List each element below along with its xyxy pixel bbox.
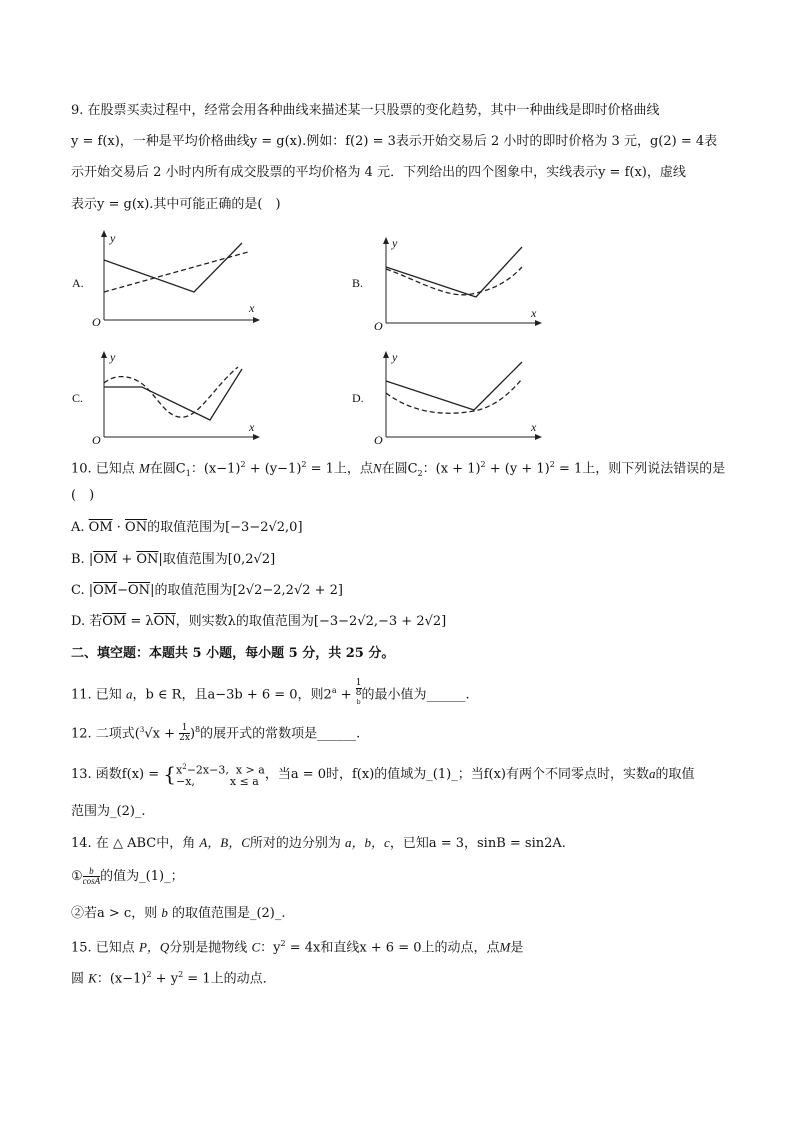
brace-icon: { (163, 762, 176, 787)
y-axis-label: y (110, 231, 116, 245)
q10-option-a: A. $\overline{OM} \cdot \overline{ON}$的取值范围为[−3−2√2,0] (71, 520, 303, 535)
option-a-label: A. (72, 276, 84, 290)
x-axis-arrow (253, 434, 260, 440)
x-axis-arrow (253, 317, 260, 323)
solid-curve-f (386, 362, 522, 410)
q12: 12. 二项式($^3$√x + $\frac{1}{2x}$ )$^8$的展开式的常数项是______. (71, 723, 361, 744)
q9-line-1: 9. 在股票买卖过程中，经常会用各种曲线来描述某一只股票的变化趋势，其中一种曲线是即时价格曲线 (71, 103, 660, 118)
q9-line-3: 示开始交易后 2 小时内所有成交股票的平均价格为 4 元．下列给出的四个图象中，实线表示y = f(x)，虚线 (71, 165, 686, 180)
y-axis-arrow (383, 237, 389, 244)
x-axis-arrow (535, 434, 542, 440)
y-axis-label: y (110, 350, 116, 364)
dashed-curve-g (386, 379, 522, 413)
q13-line-1: 13. 函数f(x) = { $x^2-2x-3$, x > a −x, x ≤ a ，当a = 0时，f(x)的值域为_(1)_；当f(x)有两个不同零点时，实数a的取值 (71, 762, 695, 788)
q14-line-1: 14. 在 △ ABC中，角 A，B，C所对的边分别为 a，b，c，已知a = 3，sinB = sin2A. (71, 835, 566, 851)
origin-label: O (374, 319, 383, 333)
dashed-curve-g (386, 267, 522, 295)
q10-option-d: D. 若$\overline{OM} = \lambda\overline{ON}$，则实数λ的取值范围为[−3−2√2,−3 + 2√2] (71, 614, 447, 629)
option-b-label: B. (352, 276, 364, 290)
origin-label: O (92, 315, 101, 329)
q9-line-4: 表示y = g(x).其中可能正确的是( ) (71, 197, 281, 212)
option-b-graph (370, 235, 550, 331)
y-axis-label: y (392, 350, 398, 364)
q15-line-1: 15. 已知点 P，Q分别是抛物线 C：$y^2 = 4x$和直线x + 6 = 0上的动点，点M是 (71, 939, 524, 956)
x-axis-label: x (531, 306, 537, 320)
option-c-graph (88, 349, 268, 445)
dashed-curve-g (104, 367, 238, 417)
q11: 11. 已知 a，b ∈ R，且a−3b + 6 = 0，则$2^a$ + 1 8 $^b$ 的最小值为______. (71, 678, 470, 706)
q15-line-2: 圆 K：$(x-1)^2 + y^2 = 1$上的动点． (71, 970, 276, 987)
q9-line-2: y = f(x)，一种是平均价格曲线y = g(x).例如：f(2) = 3表示开始交易后 2 小时的即时价格为 3 元，g(2) = 4表 (71, 134, 718, 149)
q13-line-2: 范围为_(2)_. (71, 804, 146, 819)
q10-option-c: C. $|\overline{OM}-\overline{ON}|$的取值范围为[2√2−2,2√2 + 2] (71, 583, 343, 598)
q14-line-2: ① $\frac{b}{\cos A}$ 的值为_(1)_； (71, 866, 184, 886)
solid-curve-f (104, 243, 242, 292)
origin-label: O (92, 433, 101, 447)
x-axis-label: x (249, 420, 255, 434)
section-heading-fill-in: 二、填空题：本题共 5 小题，每小题 5 分，共 25 分。 (71, 646, 395, 661)
q10-stem: 10. 已知点 M在圆$C_1$：$(x-1)^2 + (y-1)^2 = 1$上，点N在圆$C_2$：$(x + 1)^2 + (y + 1)^2 = 1$上，则下列说法错误的是 (71, 460, 726, 478)
origin-label: O (374, 433, 383, 447)
option-c-label: C. (72, 391, 84, 405)
y-axis-label: y (392, 236, 398, 250)
solid-curve-f (386, 247, 522, 297)
x-axis-label: x (249, 301, 255, 315)
y-axis-arrow (101, 351, 107, 358)
y-axis-arrow (101, 230, 107, 237)
option-d-label: D. (352, 391, 364, 405)
q14-line-3: ②若a > c，则 b 的取值范围是_(2)_. (71, 905, 286, 921)
x-axis-arrow (535, 320, 542, 326)
option-a-graph (88, 228, 268, 328)
option-d-graph (370, 349, 550, 445)
solid-curve-f (104, 369, 242, 420)
x-axis-label: x (531, 420, 537, 434)
q10-option-b: B. $|\overline{OM} + \overline{ON}|$取值范围为[0,2√2] (71, 552, 276, 567)
y-axis-arrow (383, 351, 389, 358)
q10-paren: ( ) (71, 488, 95, 503)
